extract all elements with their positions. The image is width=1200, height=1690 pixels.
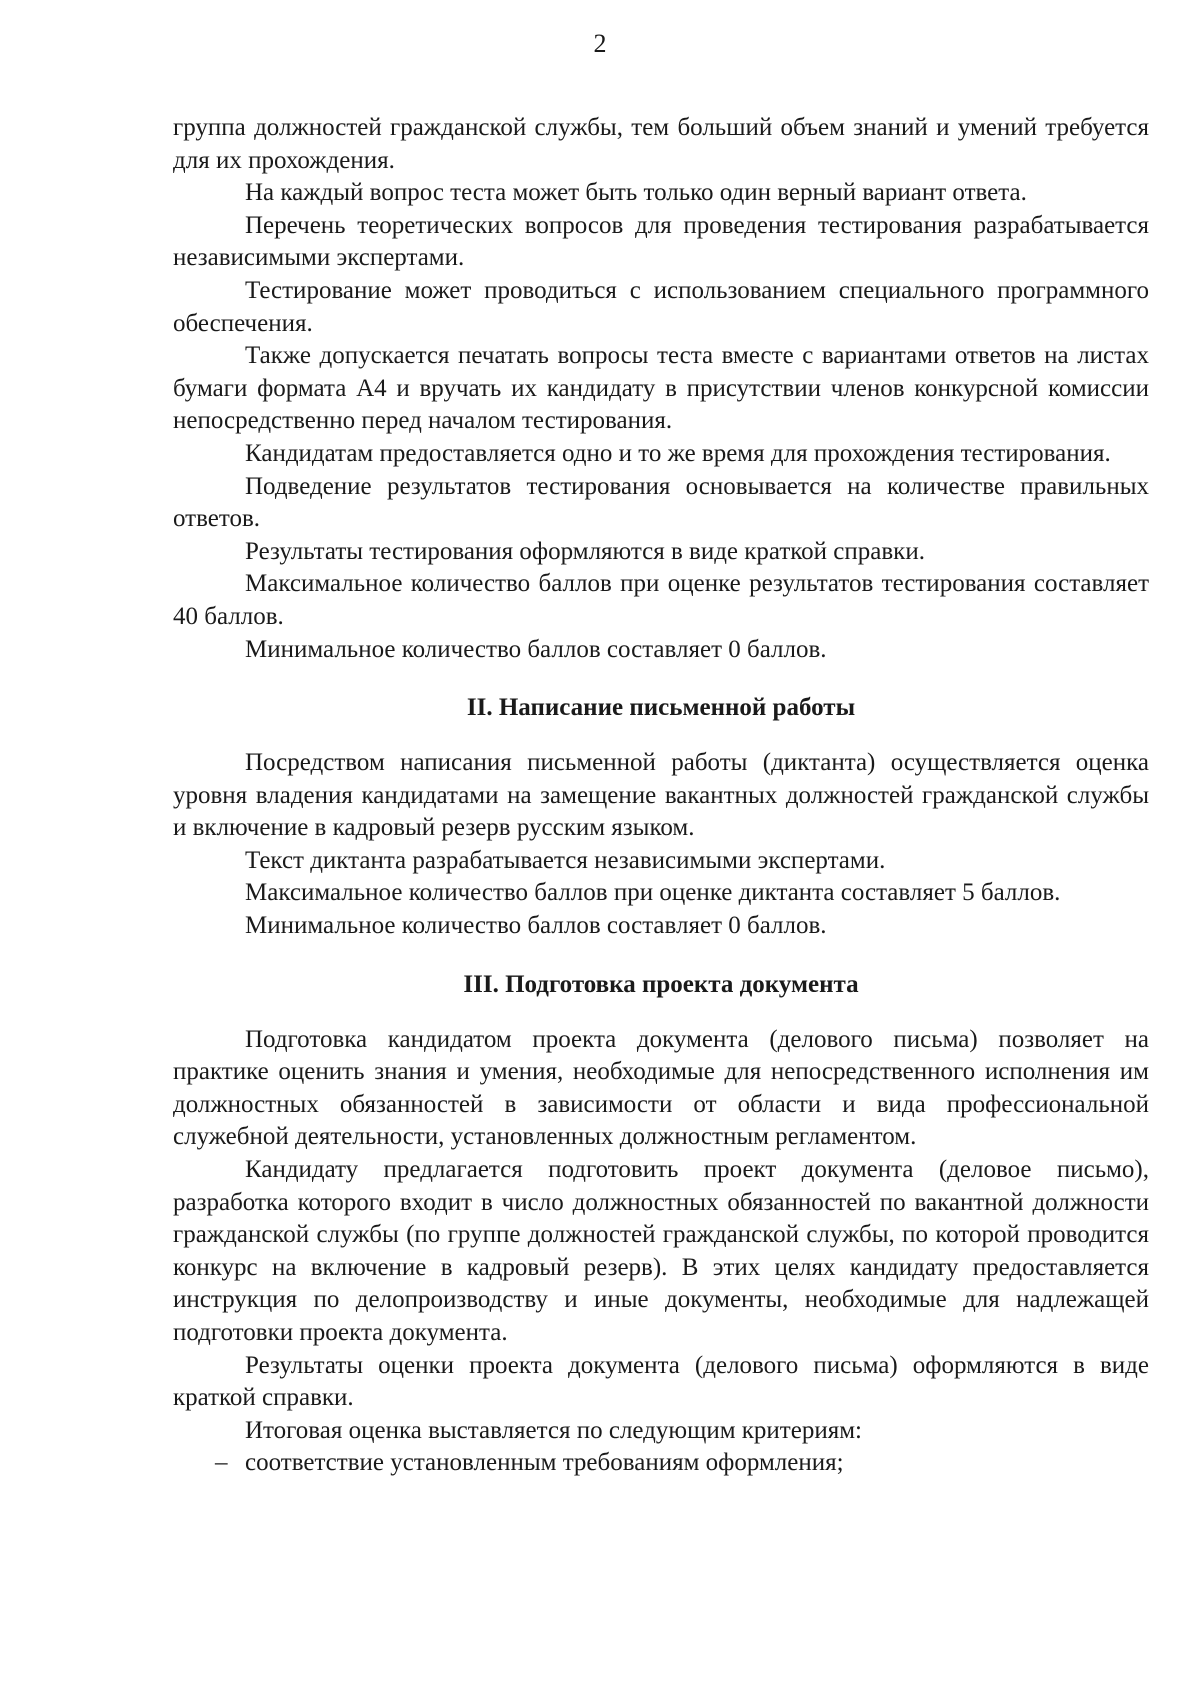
paragraph: Посредством написания письменной работы (диктанта) осуществляется оценка уровня владения кандидатами на замещение вакантных должностей гражданской службы и включение в кадровый резерв русским языком. [173,749,1149,842]
section-heading: II. Написание письменной работы [466,694,856,722]
list-item-text: соответствие установленным требованиям оформления; [245,1449,844,1477]
paragraph: На каждый вопрос теста может быть только один верный вариант ответа. [245,179,1027,207]
paragraph: Тестирование может проводиться с использованием специального программного обеспечения. [173,276,1149,337]
paragraph: Итоговая оценка выставляется по следующим критериям: [245,1416,862,1444]
paragraph: Подведение результатов тестирования основывается на количестве правильных ответов. [173,472,1149,533]
list-item [173,1447,1149,1480]
paragraph: Максимальное количество баллов при оценке диктанта составляет 5 баллов. [245,879,1061,907]
list-marker: – [215,1449,228,1477]
paragraph: Текст диктанта разрабатывается независимыми экспертами. [245,846,886,874]
paragraph: Минимальное количество баллов составляет 0 баллов. [245,635,827,663]
paragraph: Подготовка кандидатом проекта документа (делового письма) позволяет на практике оценить знания и умения, необходимые для непосредственного исполнения им должностных обязанностей в зависимости от области и вида профессиональной служебной деятельности, установленных должностным регламентом. [173,1025,1149,1151]
section-heading: III. Подготовка проекта документа [463,970,859,998]
paragraph: группа должностей гражданской службы, тем больший объем знаний и умений требуется для их прохождения. [173,114,1149,174]
page-number: 2 [593,29,607,58]
paragraph: Минимальное количество баллов составляет 0 баллов. [245,912,827,940]
paragraph: Максимальное количество баллов при оценке результатов тестирования составляет 40 баллов. [173,570,1149,630]
criteria-list [173,1447,1149,1480]
document-body [173,112,1149,1480]
paragraph: Результаты тестирования оформляются в виде краткой справки. [245,537,925,565]
paragraph: Кандидату предлагается подготовить проект документа (деловое письмо), разработка которого входит в число должностных обязанностей по вакантной должности гражданской службы (по группе должностей гражданской службы, по которой проводится конкурс на включение в кадровый резерв). В этих целях кандидату предоставляется инструкция по делопроизводству и иные документы, необходимые для надлежащей подготовки проекта документа. [173,1156,1149,1346]
paragraph: Кандидатам предоставляется одно и то же время для прохождения тестирования. [245,439,1111,467]
paragraph: Перечень теоретических вопросов для проведения тестирования разрабатывается независимыми экспертами. [173,211,1149,272]
paragraph: Также допускается печатать вопросы теста вместе с вариантами ответов на листах бумаги формата А4 и вручать их кандидату в присутствии членов конкурсной комиссии непосредственно перед началом тестирования. [173,342,1149,435]
paragraph: Результаты оценки проекта документа (делового письма) оформляются в виде краткой справки. [173,1351,1149,1412]
